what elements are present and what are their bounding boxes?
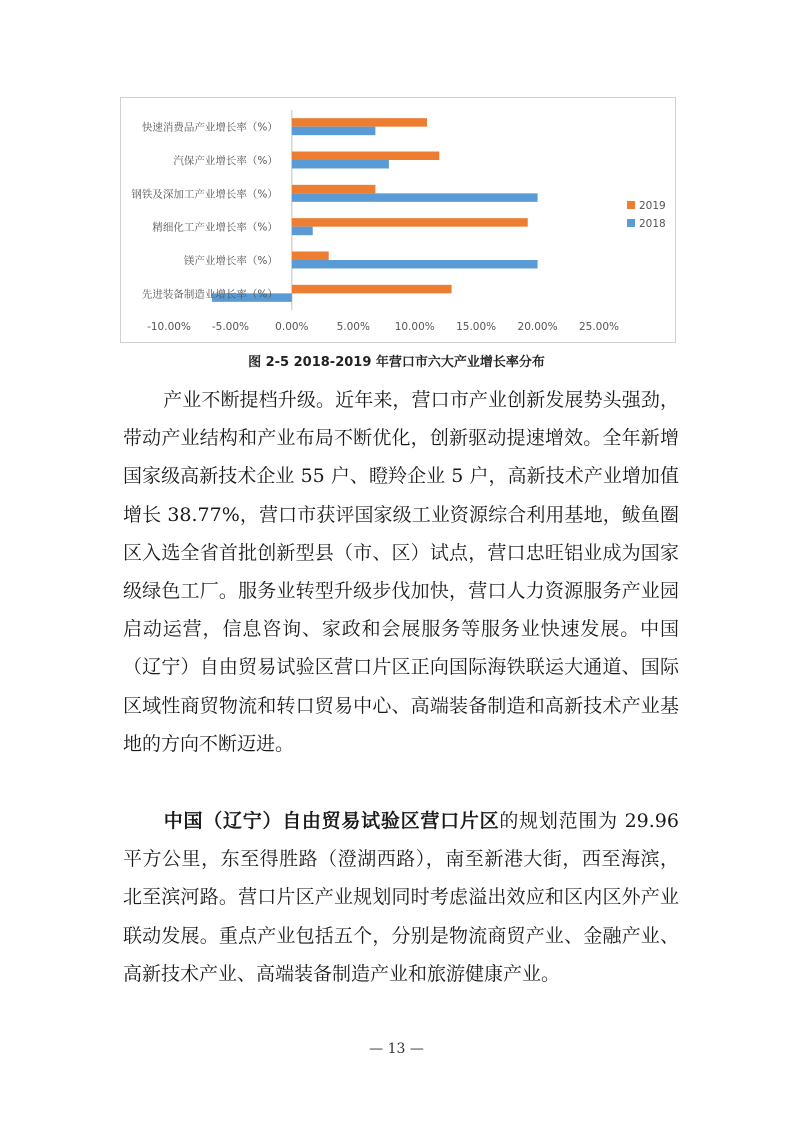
- bar-2018-0: [292, 127, 376, 135]
- legend-label-2019: 2019: [639, 200, 666, 212]
- paragraph-text: 产业不断提档升级。近年来，营口市产业创新发展势头强劲，带动产业结构和产业布局不断优化，创新驱动提速增效。全年新增国家级高新技术企业 55 户、瞪羚企业 5 户，高新技术产业增加值增长 38.77%，营口市获评国家级工业资源综合利用基地，鲅鱼圈区入选全省首批创新型县（市、区）试点，营口忠旺铝业成为国家级绿色工厂。服务业转型升级步伐加快，营口人力资源服务产业园启动运营，信息咨询、家政和会展服务等服务业快速发展。中国（辽宁）自由贸易试验区营口片区正向国际海铁联运大通道、国际区域性商贸物流和转口贸易中心、高端装备制造和高新技术产业基地的方向不断迈进。: [123, 389, 679, 755]
- x-tick-label-4: 10.00%: [394, 321, 435, 333]
- x-tick-label-5: 15.00%: [456, 321, 497, 333]
- bar-2018-1: [292, 160, 389, 169]
- category-label-3: 精细化工产业增长率（%）: [152, 221, 278, 234]
- paragraph-free-trade-zone: [123, 802, 679, 993]
- bar-2019-0: [292, 118, 427, 127]
- x-tick-label-3: 5.00%: [336, 321, 370, 333]
- figure-caption: 图 2-5 2018-2019 年营口市六大产业增长率分布: [248, 355, 545, 370]
- bar-2019-3: [292, 218, 528, 227]
- bar-2019-2: [292, 185, 376, 194]
- category-label-2: 钢铁及深加工产业增长率（%）: [131, 188, 278, 201]
- chart-container: [120, 97, 676, 343]
- x-tick-label-2: 0.00%: [275, 321, 309, 333]
- legend-swatch-2019: [627, 201, 635, 209]
- category-label-4: 镁产业增长率（%）: [183, 255, 278, 267]
- category-label-0: 快速消费品产业增长率（%）: [141, 121, 278, 134]
- bar-2019-5: [292, 285, 452, 294]
- bar-2019-1: [292, 152, 439, 161]
- paragraph-industry-upgrade: [123, 381, 679, 763]
- bar-2018-3: [292, 227, 313, 236]
- category-label-5: 先进装备制造业增长率（%）: [141, 288, 278, 301]
- bar-2018-4: [292, 260, 538, 269]
- legend-label-2018: 2018: [639, 218, 666, 230]
- x-tick-label-1: -5.00%: [211, 321, 250, 333]
- growth-rate-bar-chart: [121, 98, 675, 342]
- bar-2018-2: [292, 193, 538, 202]
- x-tick-label-7: 25.00%: [578, 321, 620, 333]
- x-tick-label-0: -10.00%: [147, 321, 191, 333]
- x-tick-label-6: 20.00%: [517, 321, 558, 333]
- category-label-1: 汽保产业增长率（%）: [173, 155, 278, 167]
- page-number: — 13 —: [369, 1041, 424, 1057]
- bar-2019-4: [292, 252, 329, 261]
- paragraph-bold-lead: 中国（辽宁）自由贸易试验区营口片区: [163, 810, 500, 832]
- paragraph-text: 的规划范围为 29.96 平方公里，东至得胜路（澄湖西路），南至新港大街，西至海滨，北至滨河路。营口片区产业规划同时考虑溢出效应和区内区外产业联动发展。重点产业包括五个，分别是物流商贸产业、金融产业、高新技术产业、高端装备制造产业和旅游健康产业。: [123, 810, 679, 985]
- legend-swatch-2018: [627, 219, 635, 227]
